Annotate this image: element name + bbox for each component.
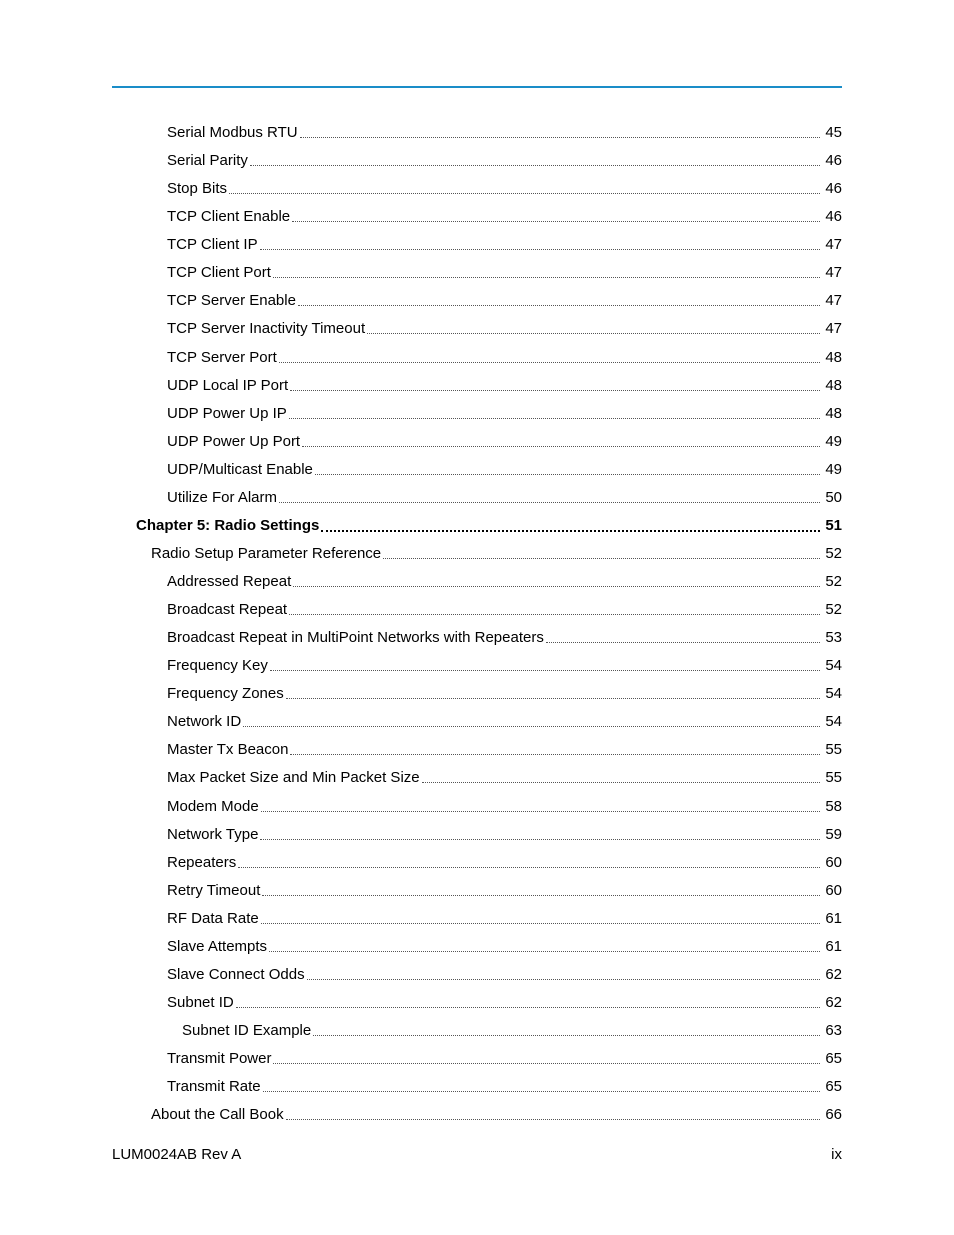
toc-entry[interactable] (112, 656, 842, 684)
toc-entry[interactable] (112, 348, 842, 376)
toc-entry[interactable] (112, 404, 842, 432)
toc-entry[interactable] (112, 1077, 842, 1105)
toc-entry[interactable] (112, 1105, 842, 1133)
toc-entry-page: 46 (825, 208, 842, 226)
dot-leader (289, 600, 820, 615)
toc-entry-label: Network ID (167, 713, 242, 731)
toc-entry-label: Utilize For Alarm (167, 488, 278, 506)
dot-leader (367, 319, 820, 334)
toc-entry[interactable] (112, 628, 842, 656)
toc-entry-label: About the Call Book (151, 1106, 284, 1124)
toc-entry-page: 48 (825, 376, 842, 394)
toc-entry[interactable] (112, 235, 842, 263)
toc-entry[interactable] (112, 572, 842, 600)
dot-leader (243, 712, 820, 727)
toc-entry-label: Serial Modbus RTU (167, 124, 298, 141)
dot-leader (273, 1049, 820, 1064)
toc-entry[interactable] (112, 768, 842, 796)
toc-entry-page: 62 (825, 993, 842, 1011)
toc-entry-page: 54 (825, 713, 842, 731)
toc-entry[interactable] (112, 263, 842, 291)
header-rule (112, 86, 842, 88)
toc-entry-page: 54 (825, 685, 842, 703)
toc-entry[interactable] (112, 600, 842, 628)
toc-entry[interactable] (112, 1021, 842, 1049)
toc-entry[interactable] (112, 151, 842, 179)
toc-entry-label: Chapter 5: Radio Settings (136, 516, 320, 534)
dot-leader (315, 460, 820, 475)
dot-leader (290, 376, 820, 391)
dot-leader (286, 684, 820, 699)
toc-entry-label: TCP Client Port (167, 264, 271, 282)
toc-entry-label: TCP Server Inactivity Timeout (167, 320, 366, 338)
toc-entry[interactable] (112, 684, 842, 712)
toc-entry-page: 63 (825, 1022, 842, 1039)
toc-entry-label: Frequency Key (167, 657, 268, 675)
toc-entry-page: 53 (825, 629, 842, 647)
toc-entry-label: Subnet ID Example (182, 1022, 312, 1039)
toc-entry[interactable] (112, 965, 842, 993)
toc-entry-label: Serial Parity (167, 152, 248, 170)
toc-entry-page: 45 (825, 124, 842, 141)
toc-entry-page: 48 (825, 348, 842, 366)
toc-entry-page: 58 (825, 797, 842, 815)
toc-entry-page: 52 (825, 544, 842, 562)
toc-entry[interactable] (112, 179, 842, 207)
toc-entry-label: Broadcast Repeat (167, 601, 288, 619)
toc-entry[interactable] (112, 319, 842, 347)
toc-entry-page: 46 (825, 180, 842, 198)
toc-entry[interactable] (112, 825, 842, 853)
toc-entry-label: Subnet ID (167, 993, 234, 1011)
dot-leader (262, 881, 820, 896)
toc-entry-label: TCP Client IP (167, 236, 258, 254)
dot-leader (229, 179, 820, 194)
toc-entry-label: Stop Bits (167, 180, 228, 198)
dot-leader (292, 207, 820, 222)
toc-entry-page: 46 (825, 152, 842, 170)
toc-entry[interactable] (112, 993, 842, 1021)
toc-entry-label: Frequency Zones (167, 685, 284, 703)
toc-entry-page: 47 (825, 264, 842, 282)
toc-entry-page: 48 (825, 404, 842, 422)
toc-entry-page: 61 (825, 937, 842, 955)
dot-leader (236, 993, 820, 1008)
toc-entry-label: Radio Setup Parameter Reference (151, 544, 382, 562)
toc-entry-page: 51 (825, 516, 842, 534)
table-of-contents (112, 123, 842, 1133)
toc-entry-page: 55 (825, 769, 842, 787)
toc-entry-label: Transmit Rate (167, 1078, 261, 1096)
toc-entry-label: UDP Power Up Port (167, 432, 301, 450)
dot-leader (290, 740, 820, 755)
toc-entry-page: 47 (825, 236, 842, 254)
dot-leader (269, 937, 820, 952)
toc-entry-page: 60 (825, 881, 842, 899)
toc-entry-page: 54 (825, 657, 842, 675)
dot-leader (261, 797, 820, 812)
dot-leader (286, 1105, 820, 1120)
toc-entry-label: Retry Timeout (167, 881, 261, 899)
toc-entry[interactable] (112, 909, 842, 937)
dot-leader (260, 235, 820, 250)
toc-entry-label: Master Tx Beacon (167, 741, 289, 759)
toc-entry-page: 61 (825, 909, 842, 927)
dot-leader (293, 572, 820, 587)
toc-entry-page: 49 (825, 432, 842, 450)
toc-entry[interactable] (112, 207, 842, 235)
footer-page-number: ix (831, 1146, 842, 1163)
toc-entry-label: TCP Client Enable (167, 208, 291, 226)
dot-leader (298, 291, 820, 306)
dot-leader (250, 151, 820, 166)
toc-entry-page: 60 (825, 853, 842, 871)
dot-leader (289, 404, 820, 419)
toc-entry-label: UDP Local IP Port (167, 376, 289, 394)
dot-leader (279, 488, 820, 503)
toc-entry-page: 59 (825, 825, 842, 843)
toc-entry[interactable] (112, 291, 842, 319)
dot-leader (279, 348, 820, 363)
toc-entry-page: 49 (825, 460, 842, 478)
toc-entry-page: 52 (825, 573, 842, 590)
toc-entry-label: RF Data Rate (167, 909, 259, 927)
toc-entry-label: Broadcast Repeat in MultiPoint Networks with Repeaters (167, 629, 544, 647)
toc-entry-page: 52 (825, 601, 842, 619)
footer-doc-id: LUM0024AB Rev A (112, 1146, 242, 1163)
toc-entry-page: 47 (825, 292, 842, 310)
toc-entry-label: Modem Mode (167, 797, 259, 815)
toc-entry[interactable] (112, 712, 842, 740)
toc-entry-page: 50 (825, 488, 842, 506)
dot-leader (273, 263, 820, 278)
toc-entry-label: Slave Attempts (167, 937, 268, 955)
toc-entry[interactable] (112, 881, 842, 909)
dot-leader (263, 1077, 820, 1092)
toc-entry-page: 66 (825, 1106, 842, 1124)
dot-leader (321, 516, 820, 532)
dot-leader (383, 544, 820, 559)
dot-leader (270, 656, 820, 671)
toc-entry-page: 65 (825, 1078, 842, 1096)
toc-entry[interactable] (112, 797, 842, 825)
toc-entry-label: Max Packet Size and Min Packet Size (167, 769, 420, 787)
toc-entry-label: Addressed Repeat (167, 573, 292, 590)
toc-entry[interactable] (112, 432, 842, 460)
dot-leader (313, 1021, 820, 1036)
toc-entry-label: Repeaters (167, 853, 237, 871)
dot-leader (302, 432, 820, 447)
toc-entry-label: Network Type (167, 825, 259, 843)
toc-entry[interactable] (112, 853, 842, 881)
toc-entry-label: UDP/Multicast Enable (167, 460, 313, 478)
dot-leader (307, 965, 820, 980)
toc-chapter-entry[interactable] (112, 516, 842, 544)
toc-entry[interactable] (112, 376, 842, 404)
page-footer (112, 1145, 842, 1165)
toc-entry-page: 47 (825, 320, 842, 338)
dot-leader (261, 909, 820, 924)
toc-entry-page: 55 (825, 741, 842, 759)
toc-entry-label: TCP Server Port (167, 348, 277, 366)
toc-entry[interactable] (112, 544, 842, 572)
toc-entry-page: 65 (825, 1050, 842, 1068)
toc-entry-label: Slave Connect Odds (167, 965, 305, 983)
dot-leader (422, 768, 820, 783)
dot-leader (300, 123, 820, 138)
toc-entry[interactable] (112, 460, 842, 488)
dot-leader (546, 628, 820, 643)
toc-entry-label: Transmit Power (167, 1050, 272, 1068)
dot-leader (238, 853, 820, 868)
toc-entry[interactable] (112, 488, 842, 516)
toc-entry-label: TCP Server Enable (167, 292, 296, 310)
toc-entry[interactable] (112, 123, 842, 151)
toc-entry[interactable] (112, 740, 842, 768)
toc-entry[interactable] (112, 1049, 842, 1077)
toc-entry-label: UDP Power Up IP (167, 404, 287, 422)
dot-leader (260, 825, 820, 840)
toc-entry-page: 62 (825, 965, 842, 983)
toc-entry[interactable] (112, 937, 842, 965)
